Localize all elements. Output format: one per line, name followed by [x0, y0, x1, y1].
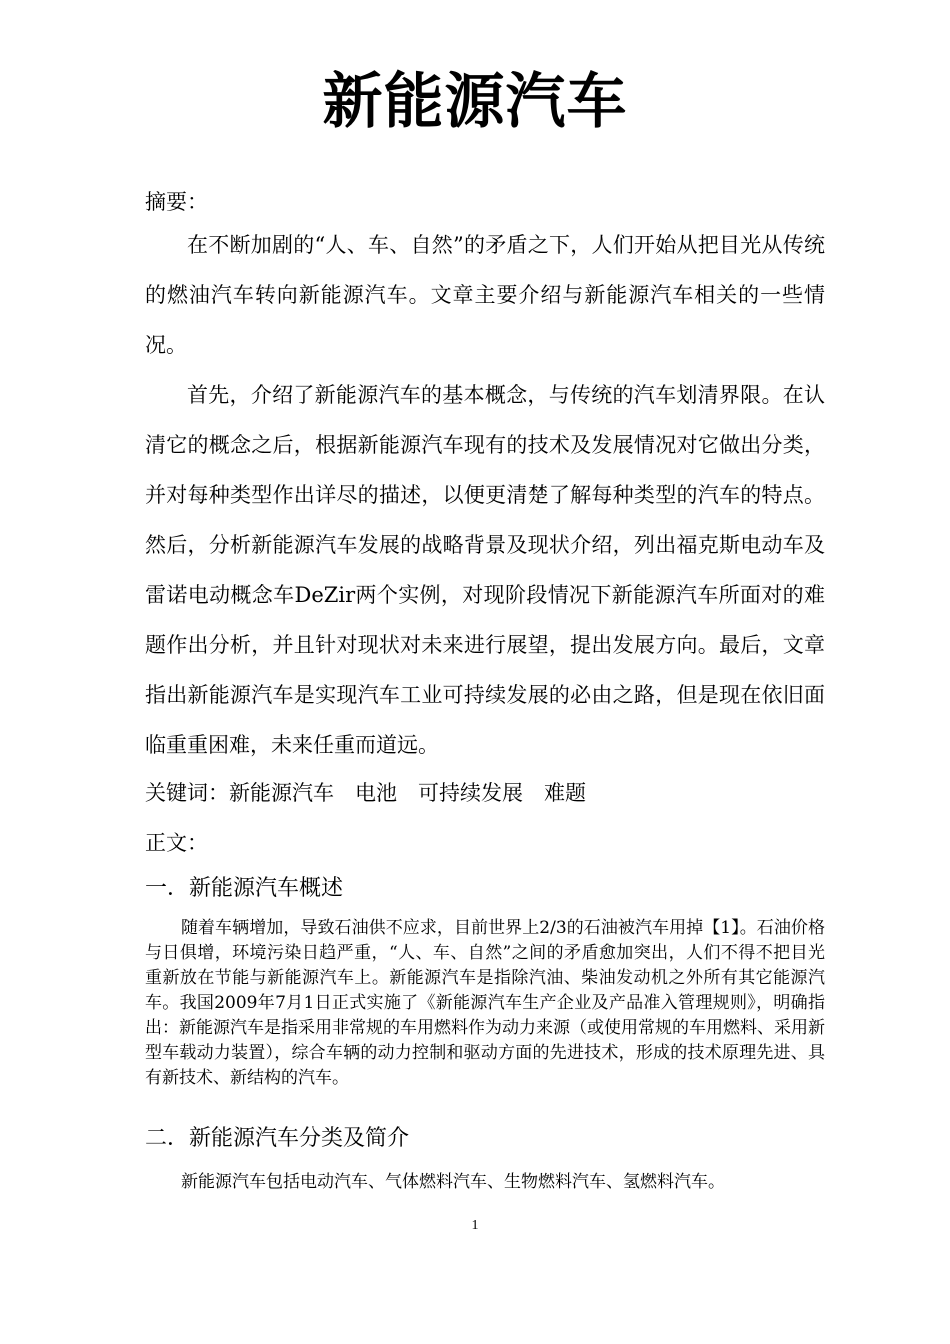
page-number: 1 [471, 1218, 479, 1233]
section-1-text: 随着车辆增加，导致石油供不应求，目前世界上2/3的石油被汽车用掉【1】。石油价格与日俱增，环境污染日趋严重，“人、车、自然”之间的矛盾愈加突出，人们不得不把目光重新放在节能与新能源汽车上。新能源汽车是指除汽油、柴油发动机之外所有其它能源汽车。我国2009年7月1日正式实施了《新能源汽车生产企业及产品准入管理规则》，明确指出：新能源汽车是指采用非常规的车用燃料作为动力来源（或使用常规的车用燃料、采用新型车载动力装置），综合车辆的动力控制和驱动方面的先进技术，形成的技术原理先进、具有新技术、新结构的汽车。 [145, 918, 825, 1088]
keywords-line: 关键词：新能源汽车 电池 可持续发展 难题 [145, 781, 586, 805]
abstract-paragraph-1: 在不断加剧的“人、车、自然”的矛盾之下，人们开始从把目光从传统的燃油汽车转向新能源汽车。文章主要介绍与新能源汽车相关的一些情况。 [145, 233, 825, 357]
body-label: 正文： [145, 831, 208, 855]
section-2-heading: 二．新能源汽车分类及简介 [145, 1126, 410, 1151]
abstract-paragraph-2: 首先，介绍了新能源汽车的基本概念，与传统的汽车划清界限。在认清它的概念之后，根据新能源汽车现有的技术及发展情况对它做出分类，并对每种类型作出详尽的描述，以便更清楚了解每种类型的汽车的特点。然后，分析新能源汽车发展的战略背景及现状介绍，列出福克斯电动车及雷诺电动概念车DeZir两个实例，对现阶段情况下新能源汽车所面对的难题作出分析，并且针对现状对未来进行展望，提出发展方向。最后，文章指出新能源汽车是实现汽车工业可持续发展的必由之路，但是现在依旧面临重重困难，未来任重而道远。 [145, 383, 825, 757]
abstract-label: 摘要： [145, 190, 208, 214]
section-2-text: 新能源汽车包括电动汽车、气体燃料汽车、生物燃料汽车、氢燃料汽车。 [181, 1172, 725, 1192]
document-title: 新能源汽车 [322, 67, 628, 137]
section-1-heading: 一．新能源汽车概述 [145, 876, 344, 901]
